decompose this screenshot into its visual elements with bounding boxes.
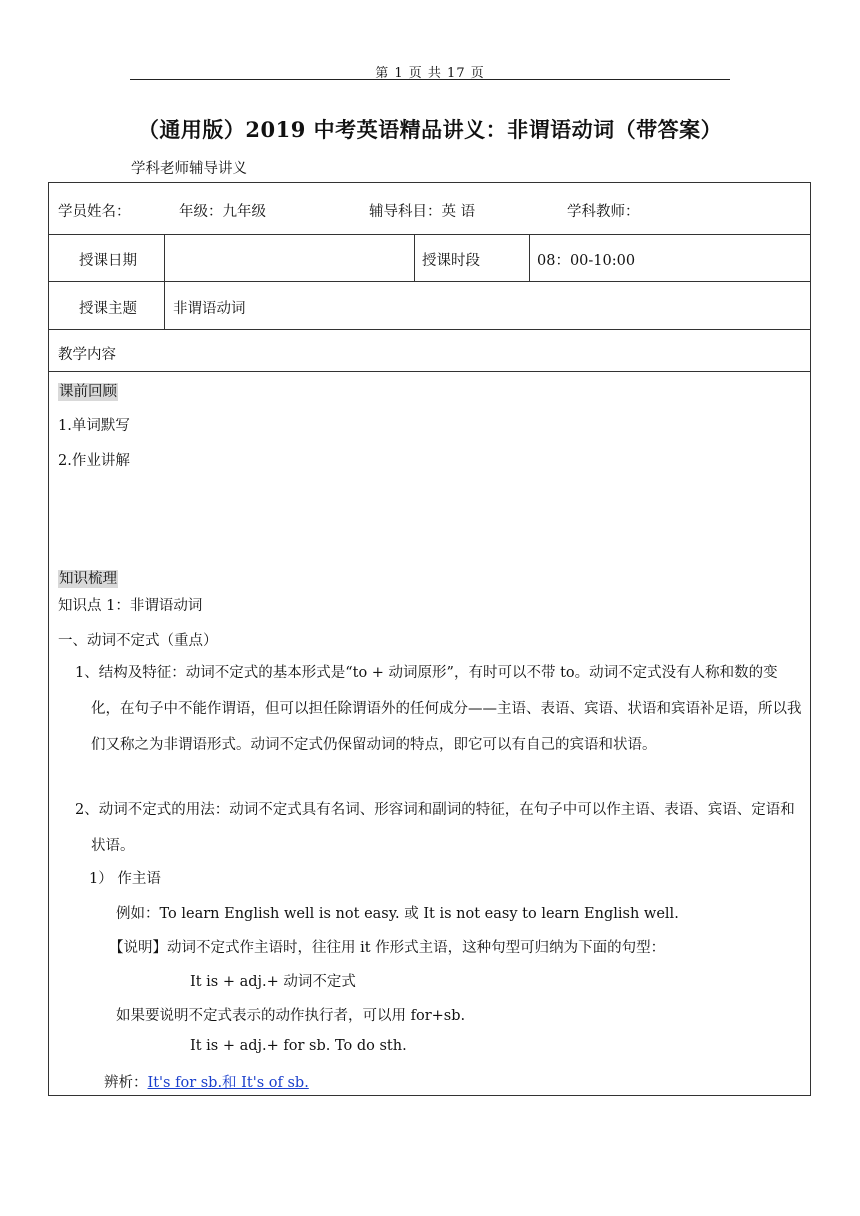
paragraph-structure-text: 1、结构及特征：动词不定式的基本形式是“to + 动词原形”，有时可以不带 to。动词不定式没有人称和数的变化，在句子中不能作谓语，但可以担任除谓语外的任何成分——主语、表语、宾语、状语和宾语补足语，所以我们又称之为非谓语形式。动词不定式仍保留动词的特点，即它可以有自己的宾语和状语。 <box>75 665 802 753</box>
note-text: 【说明】动词不定式作主语时，往往用 it 作形式主语，这种句型可归纳为下面的句型： <box>109 940 666 956</box>
date-label: 授课日期 <box>79 253 137 269</box>
topic-value: 非谓语动词 <box>173 301 246 317</box>
table-row-divider <box>49 329 810 330</box>
section-title: 一、动词不定式（重点） <box>58 633 218 649</box>
topic-label: 授课主题 <box>79 301 137 317</box>
review-heading-text: 课前回顾 <box>59 384 117 400</box>
paragraph-usage <box>75 792 805 864</box>
formula-2: It is + adj.+ for sb. To do sth. <box>190 1038 407 1054</box>
document-subtitle: 学科老师辅导讲义 <box>131 161 247 177</box>
knowledge-point-title: 知识点 1：非谓语动词 <box>58 598 203 614</box>
table-column-divider <box>164 234 165 329</box>
distinguish-label: 辨析： <box>104 1075 148 1091</box>
subject-label: 辅导科目：英 语 <box>369 204 476 220</box>
distinguish-link[interactable]: It's for sb.和 It's of sb. <box>147 1075 309 1091</box>
period-label: 授课时段 <box>422 253 480 269</box>
example-sentence: 例如：To learn English well is not easy. 或 It is not easy to learn English well. <box>116 906 679 922</box>
page-indicator: 第 1 页 共 17 页 <box>375 66 485 81</box>
note-2-text: 如果要说明不定式表示的动作执行者，可以用 for+sb. <box>116 1008 466 1024</box>
content-label: 教学内容 <box>58 347 116 363</box>
document-title: （通用版）2019 中考英语精品讲义：非谓语动词（带答案） <box>137 117 723 142</box>
review-heading <box>58 380 118 401</box>
review-item-2: 2.作业讲解 <box>58 453 130 469</box>
knowledge-heading-text: 知识梳理 <box>59 571 117 587</box>
teacher-label: 学科教师： <box>567 204 640 220</box>
header-divider <box>130 79 730 80</box>
period-value: 08：00-10:00 <box>537 253 636 269</box>
subsection-subject: 1） 作主语 <box>89 871 161 887</box>
knowledge-heading <box>58 567 118 588</box>
student-name-label: 学员姓名： <box>58 204 131 220</box>
lesson-table <box>48 182 811 1096</box>
formula-1: It is + adj.+ 动词不定式 <box>190 974 356 990</box>
review-item-1: 1.单词默写 <box>58 418 130 434</box>
table-column-divider <box>414 234 415 281</box>
grade-label: 年级：九年级 <box>179 204 266 220</box>
distinguish-row <box>104 1071 309 1092</box>
table-column-divider <box>529 234 530 281</box>
paragraph-usage-text: 2、动词不定式的用法：动词不定式具有名词、形容词和副词的特征，在句子中可以作主语、表语、宾语、定语和状语。 <box>75 802 795 854</box>
paragraph-structure <box>75 655 805 763</box>
table-row-divider <box>49 371 810 372</box>
